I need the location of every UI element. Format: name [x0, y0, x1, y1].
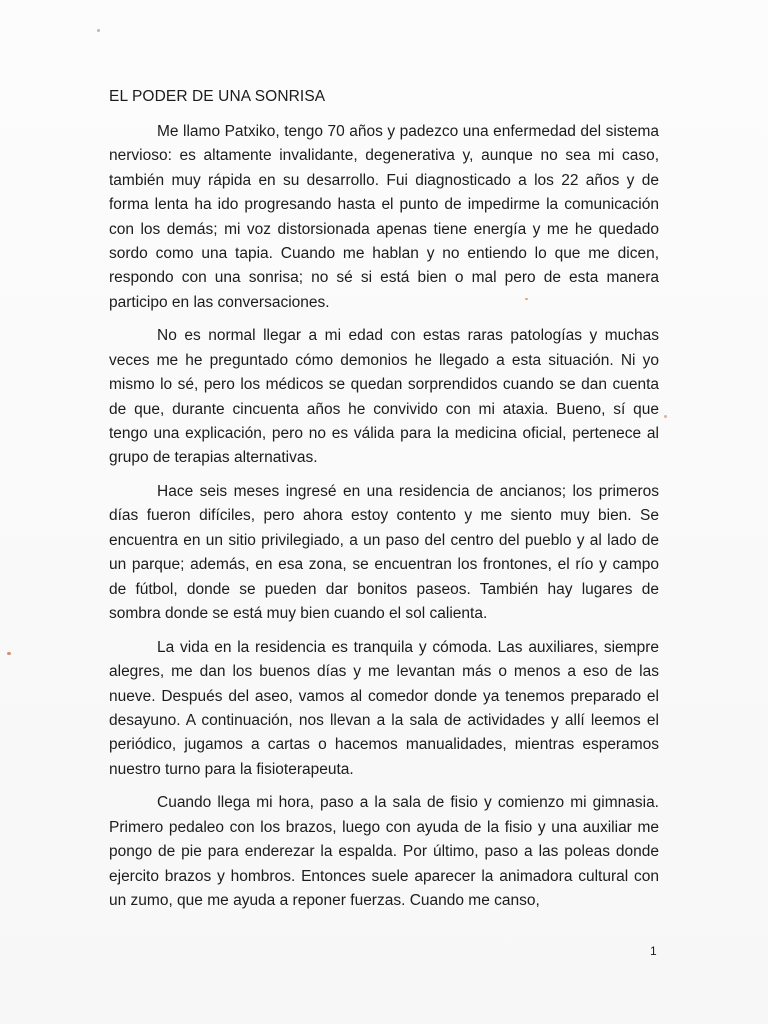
paragraph-4: La vida en la residencia es tranquila y cómoda. Las auxiliares, siempre alegres, me dan los buenos días y me levantan más o menos a eso de las nueve. Después del aseo, vamos al comedor donde ya tenemos preparado el desayuno. A continuación, nos llevan a la sala de actividades y allí leemos el periódico, jugamos a cartas o hacemos manualidades, mientras esperamos nuestro turno para la fisioterapeuta. — [109, 638, 659, 778]
paragraph-2: No es normal llegar a mi edad con estas raras patologías y muchas veces me he preguntado cómo demonios he llegado a esta situación. Ni yo mismo lo sé, pero los médicos se quedan sorprendidos cuando se dan cuenta de que, durante cincuenta años he convivido con mi ataxia. Bueno, sí que tengo una explicación, pero no es válida para la medicina oficial, pertenece al grupo de terapias alternativas. — [109, 327, 659, 467]
scan-speck — [97, 29, 100, 32]
document-title: EL PODER DE UNA SONRISA — [109, 88, 326, 105]
paragraph-5: Cuando llega mi hora, paso a la sala de fisio y comienzo mi gimnasia. Primero pedaleo con los brazos, luego con ayuda de la fisio y una auxiliar me pongo de pie para enderezar la espalda. Por último, paso a las poleas donde ejercito brazos y hombros. Entonces suele aparecer la animadora cultural con un zumo, que me ayuda a reponer fuerzas. Cuando me canso, — [109, 794, 659, 909]
page-number: 1 — [650, 944, 657, 958]
paragraph-1: Me llamo Patxiko, tengo 70 años y padezco una enfermedad del sistema nervioso: es altamente invalidante, degenerativa y, aunque no sea mi caso, también muy rápida en su desarrollo. Fui diagnosticado a los 22 años y de forma lenta ha ido progresando hasta el punto de impedirme la comunicación con los demás; mi voz distorsionada apenas tiene energía y me he quedado sordo como una tapia. Cuando me hablan y no entiendo lo que me dicen, respondo con una sonrisa; no sé si está bien o mal pero de esta manera participo en las conversaciones. — [109, 123, 659, 311]
scan-speck — [525, 298, 528, 300]
paragraph-3: Hace seis meses ingresé en una residencia de ancianos; los primeros días fueron difíciles, pero ahora estoy contento y me siento muy bien. Se encuentra en un sitio privilegiado, a un paso del centro del pueblo y al lado de un parque; además, en esa zona, se encuentran los frontones, el río y campo de fútbol, donde se pueden dar bonitos paseos. También hay lugares de sombra donde se está muy bien cuando el sol calienta. — [109, 483, 659, 623]
scan-speck — [664, 415, 667, 418]
scan-speck — [7, 652, 11, 655]
document-body — [109, 120, 659, 923]
